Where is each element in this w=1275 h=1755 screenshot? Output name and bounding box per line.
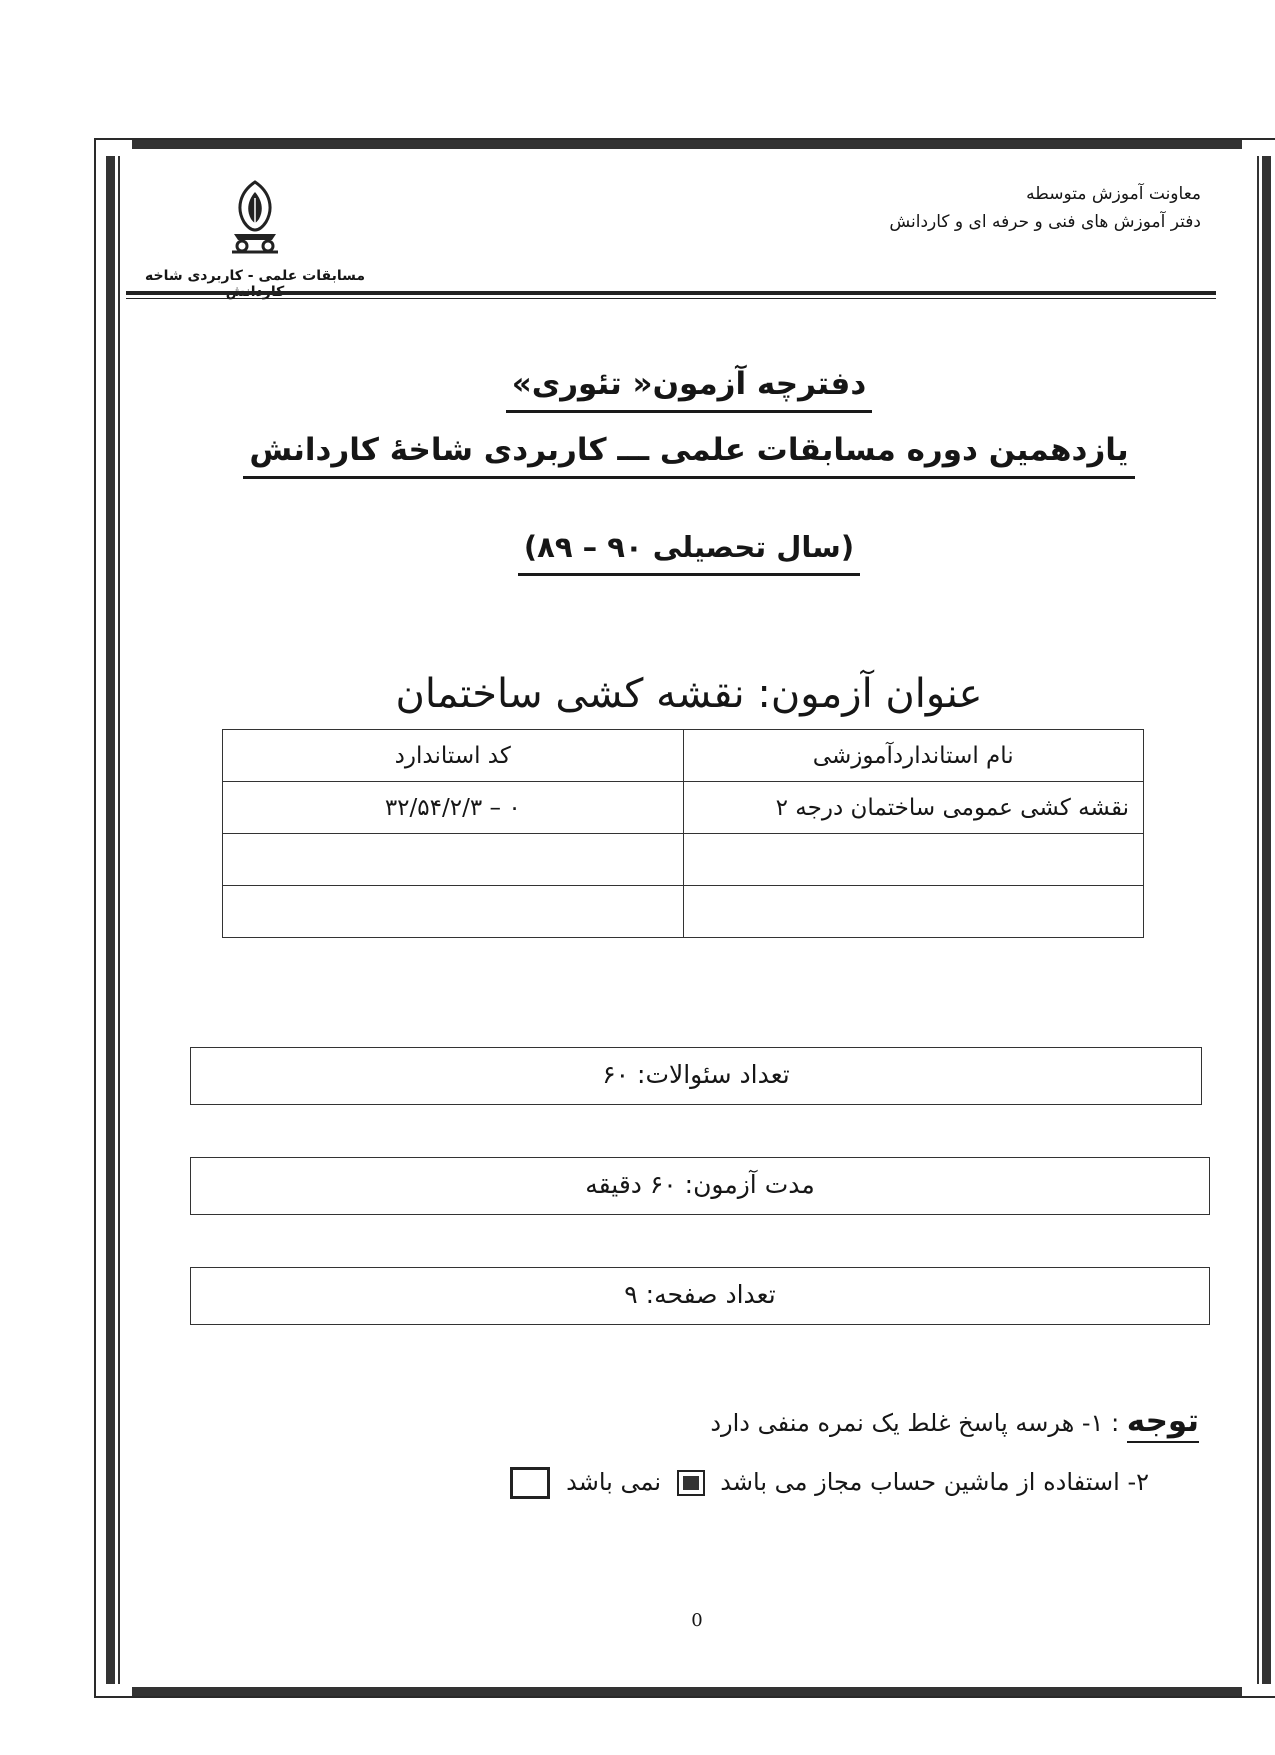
note-negative-marking bbox=[299, 1396, 1199, 1448]
exam-duration-box: مدت آزمون: ۶۰ دقیقه bbox=[190, 1157, 1210, 1215]
org-line-deputy: معاونت آموزش متوسطه bbox=[1026, 184, 1201, 204]
standard-name-cell: نقشه کشی عمومی ساختمان درجه ۲ bbox=[683, 782, 1144, 834]
academic-year-text: (سال تحصیلی ۹۰ – ۸۹) bbox=[518, 525, 860, 576]
standard-code-cell bbox=[223, 886, 684, 938]
note-calculator bbox=[299, 1462, 1199, 1502]
question-count-box: تعداد سئوالات: ۶۰ bbox=[190, 1047, 1202, 1105]
competition-logo-icon bbox=[224, 178, 286, 258]
calculator-not-allowed-checkbox[interactable] bbox=[510, 1467, 550, 1499]
standard-code-cell bbox=[223, 834, 684, 886]
standards-table bbox=[222, 729, 1144, 938]
org-line-office: دفتر آموزش های فنی و حرفه ای و کاردانش bbox=[889, 212, 1201, 232]
booklet-title bbox=[96, 362, 1275, 413]
note-item-2-allowed: ۲- استفاده از ماشین حساب مجاز می باشد bbox=[720, 1468, 1149, 1496]
table-row bbox=[223, 782, 1144, 834]
page-count-box: تعداد صفحه: ۹ bbox=[190, 1267, 1210, 1325]
booklet-title-text: دفترچه آزمون« تئوری» bbox=[506, 362, 872, 413]
notes-heading: توجه bbox=[1127, 1403, 1199, 1443]
page-number: 0 bbox=[691, 1610, 703, 1631]
header-standard-code: کد استاندارد bbox=[223, 730, 684, 782]
exam-title: عنوان آزمون: نقشه کشی ساختمان bbox=[395, 671, 983, 717]
header-divider-thin bbox=[126, 298, 1216, 299]
note-item-2-not-allowed: نمی باشد bbox=[566, 1468, 662, 1496]
header-divider-thick bbox=[126, 291, 1216, 295]
notes-section bbox=[299, 1396, 1199, 1502]
frame-border-bottom bbox=[132, 1687, 1242, 1696]
note-item-1: : ۱- هرسه پاسخ غلط یک نمره منفی دارد bbox=[710, 1409, 1127, 1437]
calculator-allowed-checkbox[interactable] bbox=[677, 1470, 705, 1496]
organization-header bbox=[781, 180, 1201, 236]
header-standard-name: نام استاندارد‌آموزشی bbox=[683, 730, 1144, 782]
competition-title-text: یازدهمین دوره مسابقات علمی ـــ کاربردی شاخهٔ کاردانش bbox=[243, 428, 1134, 479]
standard-name-cell bbox=[683, 834, 1144, 886]
competition-title bbox=[96, 428, 1275, 479]
frame-border-top bbox=[132, 140, 1242, 149]
table-header-row bbox=[223, 730, 1144, 782]
standard-name-cell bbox=[683, 886, 1144, 938]
logo-caption: مسابقات علمی - کاربردی شاخه bbox=[144, 268, 365, 284]
table-row bbox=[223, 886, 1144, 938]
competition-logo-block bbox=[130, 178, 380, 300]
standard-code-cell: ۰ – ۳۲/۵۴/۲/۳ bbox=[223, 782, 684, 834]
academic-year bbox=[96, 525, 1275, 576]
table-row bbox=[223, 834, 1144, 886]
